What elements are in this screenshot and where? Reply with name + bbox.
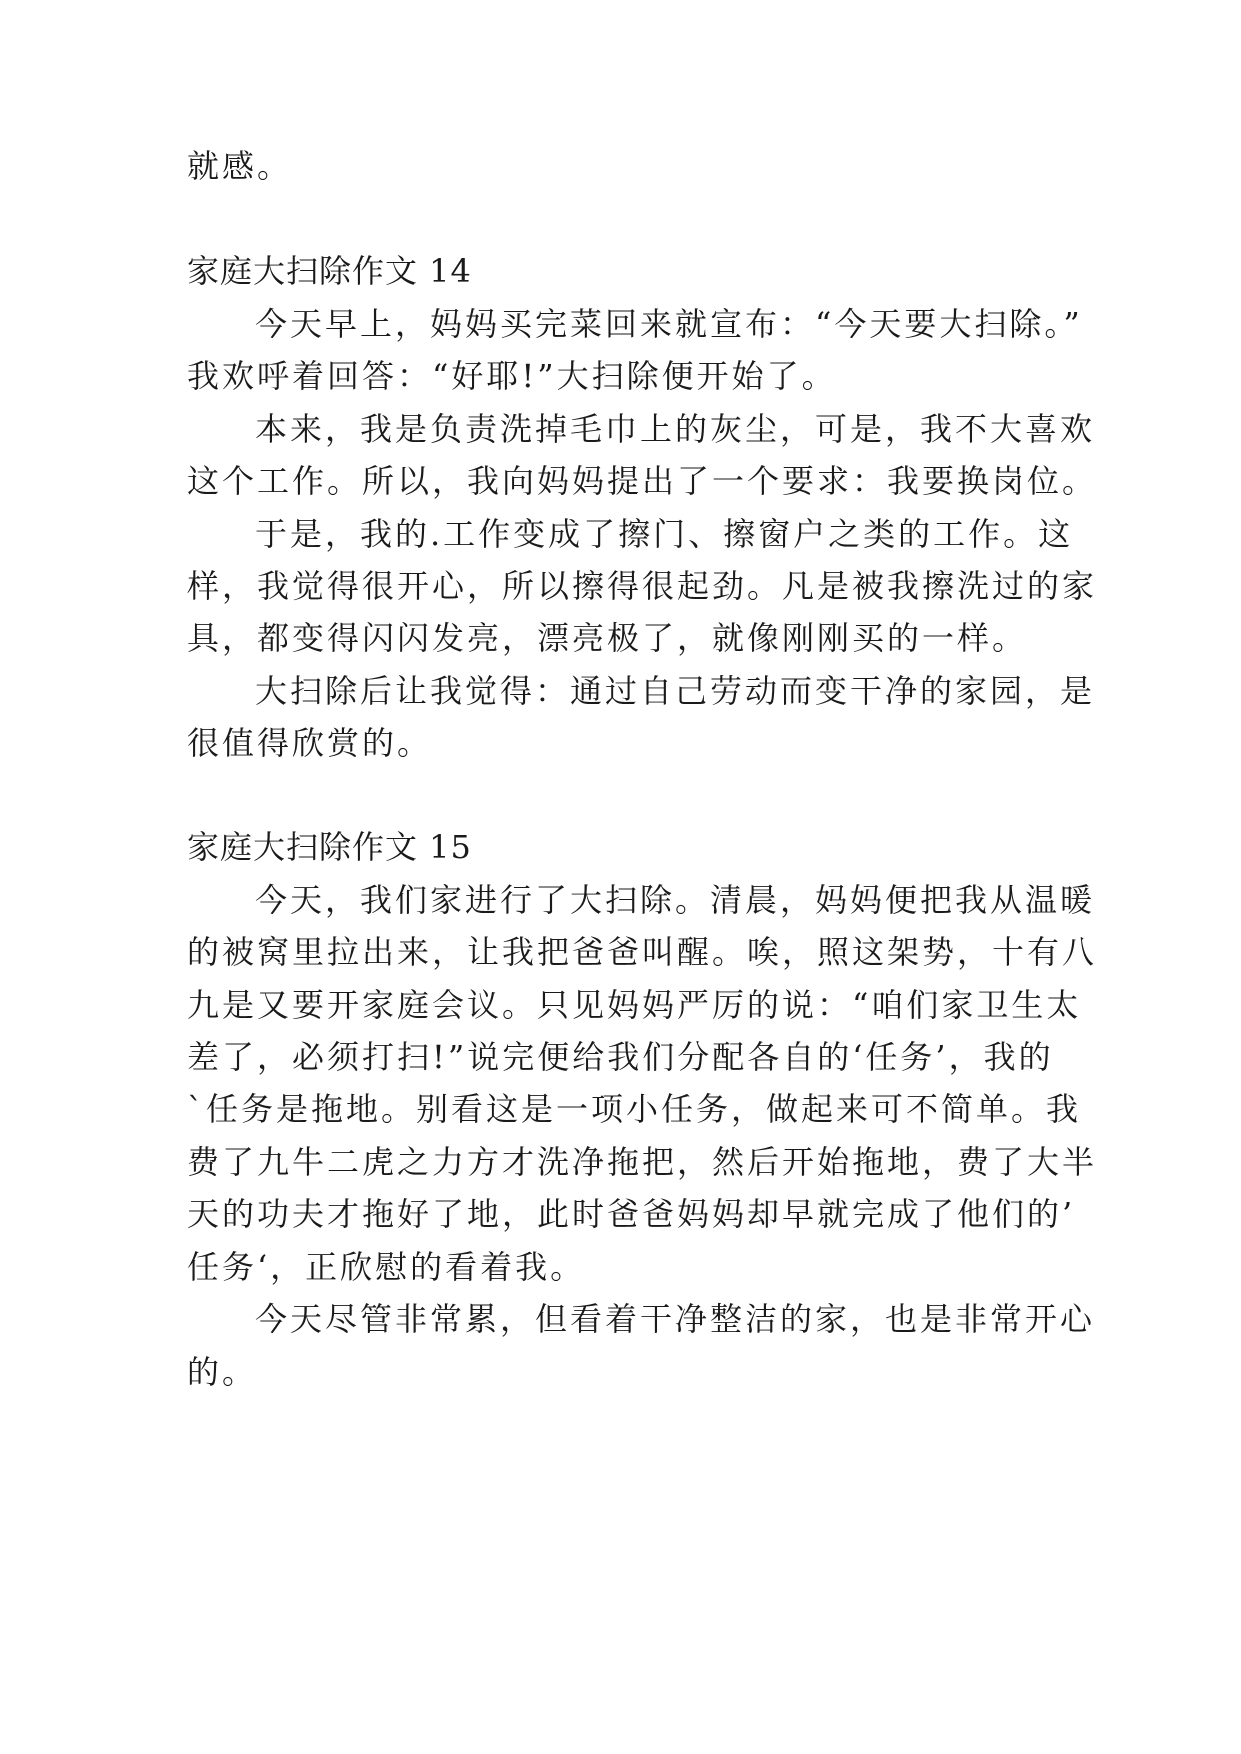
paragraph-line: 的。: [187, 1353, 258, 1391]
paragraph-line: 任务‘，正欣慰的看着我。: [187, 1248, 586, 1286]
paragraph-line: 大扫除后让我觉得：通过自己劳动而变干净的家园，是: [255, 672, 1096, 710]
essay-heading: 家庭大扫除作文 14: [187, 252, 472, 290]
paragraph-line: 我欢呼着回答：“好耶!”大扫除便开始了。: [187, 357, 837, 395]
paragraph-line: 的被窝里拉出来，让我把爸爸叫醒。唉，照这架势，十有八: [187, 933, 1098, 971]
paragraph-line: 具，都变得闪闪发亮，漂亮极了，就像刚刚买的一样。: [187, 619, 1028, 657]
paragraph-line: 天的功夫才拖好了地，此时爸爸妈妈却早就完成了他们的’: [187, 1195, 1076, 1233]
paragraph-line: 差了，必须打扫!”说完便给我们分配各自的‘任务’，我的: [187, 1038, 1054, 1076]
paragraph-line: `任务是拖地。别看这是一项小任务，做起来可不简单。我: [187, 1090, 1082, 1128]
paragraph-line: 费了九牛二虎之力方才洗净拖把，然后开始拖地，费了大半: [187, 1143, 1098, 1181]
paragraph-line: 今天早上，妈妈买完菜回来就宣布：“今天要大扫除。”: [255, 305, 1083, 343]
paragraph-line: 样，我觉得很开心，所以擦得很起劲。凡是被我擦洗过的家: [187, 567, 1098, 605]
essay-heading: 家庭大扫除作文 15: [187, 828, 472, 866]
paragraph-line: 很值得欣赏的。: [187, 724, 433, 762]
paragraph-line: 这个工作。所以，我向妈妈提出了一个要求：我要换岗位。: [187, 462, 1098, 500]
paragraph-line: 今天，我们家进行了大扫除。清晨，妈妈便把我从温暖: [255, 881, 1096, 919]
paragraph-line: 今天尽管非常累，但看着干净整洁的家，也是非常开心: [255, 1300, 1096, 1338]
paragraph-line: 本来，我是负责洗掉毛巾上的灰尘，可是，我不大喜欢: [255, 410, 1096, 448]
paragraph-line: 九是又要开家庭会议。只见妈妈严厉的说：“咱们家卫生太: [187, 986, 1082, 1024]
paragraph-tail-line: 就感。: [187, 147, 293, 185]
paragraph-line: 于是，我的.工作变成了擦门、擦窗户之类的工作。这: [255, 515, 1074, 553]
